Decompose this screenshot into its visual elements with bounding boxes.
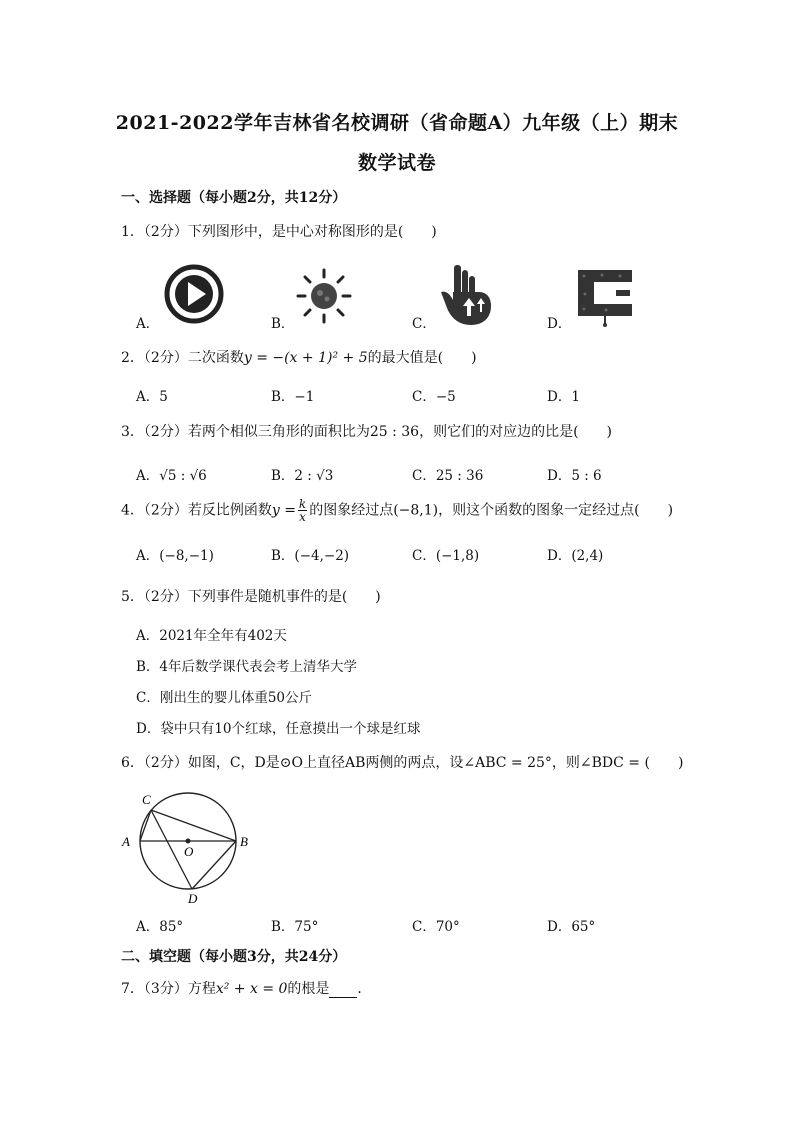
q1-option-c[interactable]: C． xyxy=(412,316,436,332)
clamp-c-icon xyxy=(572,264,636,332)
exam-title-line2: 数学试卷 xyxy=(357,152,436,174)
q4-func-lhs: y = xyxy=(271,502,296,519)
sun-icon xyxy=(294,266,354,330)
q3-stem xyxy=(121,421,612,441)
exam-title-line1: 2021-2022学年吉林省名校调研（省命题A）九年级（上）期末 xyxy=(115,112,679,134)
q4-middle: 的图象经过点 xyxy=(309,502,394,519)
q7-answer-blank[interactable] xyxy=(329,983,357,998)
q6-stem: 6．（2分）如图，C，D是⊙O上直径AB两侧的两点，设∠ABC = 25°，则∠BDC = ( ) xyxy=(121,755,684,771)
q3-option-c[interactable]: C．25 : 36 xyxy=(412,468,484,484)
q2-option-d[interactable]: D．1 xyxy=(547,389,580,405)
q3-option-a[interactable]: A．√5 : √6 xyxy=(136,468,207,484)
hand-gesture-icon xyxy=(437,262,497,332)
q7-stem xyxy=(121,978,371,998)
q3-option-b[interactable]: B．2 : √3 xyxy=(271,468,334,484)
q5-option-b[interactable]: B．4年后数学课代表会考上清华大学 xyxy=(136,659,358,675)
section2-heading: 二、填空题（每小题3分，共24分） xyxy=(121,949,347,965)
q4-stem xyxy=(121,498,673,523)
q3-suffix: ，则它们的对应边的比是( ) xyxy=(419,424,613,440)
q6-option-c[interactable]: C．70° xyxy=(412,919,460,935)
q2-option-c[interactable]: C．−5 xyxy=(412,389,456,405)
q4-option-a[interactable]: A．(−8,−1) xyxy=(136,548,214,564)
q2-prefix: 2．（2分）二次函数 xyxy=(121,350,244,366)
q5-option-c[interactable]: C．刚出生的婴儿体重50公斤 xyxy=(136,690,313,706)
q4-option-d[interactable]: D．(2,4) xyxy=(547,548,604,564)
figure-label-a: A xyxy=(122,834,130,849)
q1-option-d[interactable]: D． xyxy=(547,316,572,332)
figure-label-c: C xyxy=(142,792,151,807)
q7-suffix: 的根是 xyxy=(287,981,330,997)
figure-label-d: D xyxy=(188,891,198,906)
q3-option-d[interactable]: D．5 : 6 xyxy=(547,468,602,484)
q4-prefix: 4．（2分）若反比例函数 xyxy=(121,502,272,519)
q7-prefix: 7．（3分）方程 xyxy=(121,981,216,997)
q5-option-a[interactable]: A．2021年全年有402天 xyxy=(136,628,287,644)
q2-suffix: 的最大值是( ) xyxy=(367,350,477,366)
q6-option-a[interactable]: A．85° xyxy=(136,919,184,935)
q5-option-d[interactable]: D．袋中只有10个红球，任意摸出一个球是红球 xyxy=(136,721,421,737)
q1-option-a[interactable]: A． xyxy=(136,316,160,332)
q1-option-b[interactable]: B． xyxy=(271,316,295,332)
section1-heading: 一、选择题（每小题2分，共12分） xyxy=(121,190,347,206)
q4-suffix: ，则这个函数的图象一定经过点( ) xyxy=(438,502,674,519)
q4-frac-den: x xyxy=(299,510,306,524)
q5-stem: 5．（2分）下列事件是随机事件的是( ) xyxy=(121,589,381,605)
q2-option-b[interactable]: B．−1 xyxy=(271,389,315,405)
q6-option-b[interactable]: B．75° xyxy=(271,919,319,935)
q4-frac-num: k xyxy=(298,497,307,511)
q4-option-c[interactable]: C．(−1,8) xyxy=(412,548,480,564)
q6-option-d[interactable]: D．65° xyxy=(547,919,596,935)
q4-option-b[interactable]: B．(−4,−2) xyxy=(271,548,350,564)
q4-fraction xyxy=(298,498,307,523)
q7-equation: x² + x = 0 xyxy=(215,981,288,997)
circle-geometry-figure xyxy=(118,786,258,910)
play-button-icon xyxy=(163,263,225,329)
figure-label-o: O xyxy=(184,844,194,859)
q2-stem xyxy=(121,347,477,367)
q4-point: (−8,1) xyxy=(393,502,439,519)
q3-ratio: 25 : 36 xyxy=(369,424,420,440)
q2-formula: y = −(x + 1)² + 5 xyxy=(243,350,368,366)
q7-end: ． xyxy=(357,981,372,997)
q1-stem: 1．（2分）下列图形中，是中心对称图形的是( ) xyxy=(121,224,437,240)
figure-label-b: B xyxy=(240,834,248,849)
q3-prefix: 3．（2分）若两个相似三角形的面积比为 xyxy=(121,424,370,440)
q2-option-a[interactable]: A．5 xyxy=(136,389,168,405)
